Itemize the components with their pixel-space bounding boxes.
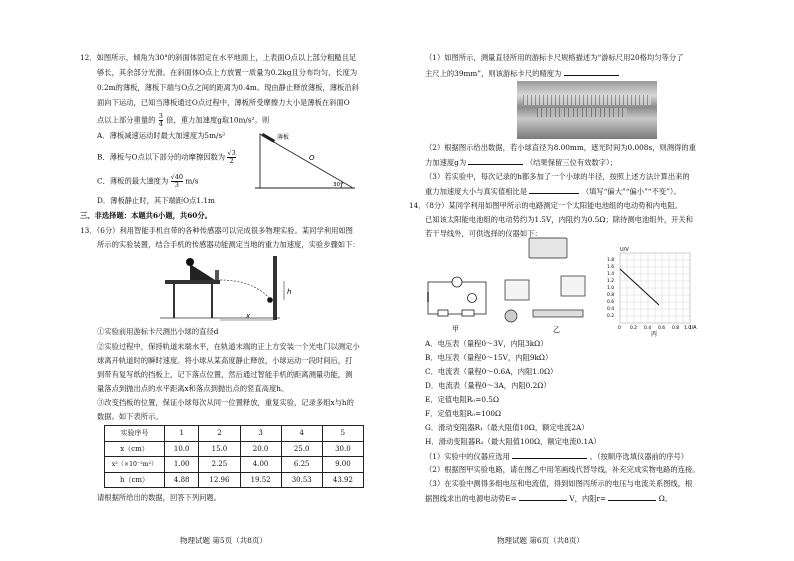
table-top — [165, 280, 220, 284]
q12-option-c-unit: m/s — [185, 176, 199, 186]
q14-2: （2）根据图甲实验电路，请在图乙中用笔画线代替导线，补充完成实物电路的连接。 — [425, 465, 700, 474]
y-tick: 1.4 — [607, 272, 615, 277]
y-tick: 1.0 — [607, 286, 615, 291]
trajectory — [220, 280, 273, 302]
q12-option-b-fraction — [227, 150, 235, 165]
q13-line-1: 13．（6分）利用智能手机自带的各种传感器可以完成很多物理实验。某同学利用如图 — [80, 226, 353, 235]
q13-step-2a: ②实验过程中，保持轨道末端水平，在轨道末端的正上方安装一个光电门以测定小 — [97, 342, 360, 351]
q13-step-3a: ③改变挡板的位置，保证小球每次从同一位置释放，重复实验，记录多组x与h的 — [97, 398, 354, 407]
ammeter-symbol — [468, 294, 477, 303]
caliper-vernier-scale — [537, 108, 627, 117]
table-cell: 4.88 — [165, 472, 199, 488]
q14-3-text-r: V，内阻r= — [569, 494, 607, 503]
q14-3-text-unit: Ω。 — [658, 494, 673, 503]
data-table — [104, 425, 364, 488]
table-cell: h（cm） — [105, 472, 165, 488]
answer-blank[interactable] — [564, 68, 619, 76]
q12-option-d: D．薄板静止时，其下端距O点1.1m — [97, 196, 215, 205]
x-axis-label: I/A — [690, 325, 697, 331]
table-cell: 30.53 — [281, 472, 322, 488]
q12-line-5 — [97, 113, 269, 128]
y-tick: 1.8 — [607, 258, 615, 263]
instrument-a: A．电压表（量程0～3V，内阻3kΩ） — [425, 339, 548, 348]
q12-option-c-den: 3 — [174, 180, 179, 189]
instrument-g: G．滑动变阻器R₁（最大阻值10Ω，额定电流2A） — [425, 423, 589, 432]
slide-rheostat — [533, 310, 583, 317]
answer-blank[interactable] — [468, 157, 523, 165]
q14-1 — [425, 451, 688, 463]
q13-line-2: 所示的实验装置，结合手机的传感器功能测定当地的重力加速度，实验步骤如下： — [97, 240, 360, 249]
q12-option-b-num: √3 — [227, 149, 236, 157]
y-tick: 0.6 — [607, 300, 615, 305]
instrument-c: C．电流表（量程0～0.6A，内阻1.0Ω） — [425, 367, 558, 376]
table-header-cell: 实验序号 — [105, 426, 165, 442]
ui-graph — [605, 245, 700, 337]
ui-line — [620, 269, 659, 305]
q12-fraction-den: 4 — [158, 119, 163, 128]
x-tick: 0.2 — [630, 326, 638, 331]
q12-line-5-post: 倍，重力加速度g取10m/s²。则 — [166, 115, 270, 125]
experiment-diagram — [160, 254, 320, 324]
angle-label: 30° — [333, 182, 343, 188]
q12-line-1: 12．如图所示，倾角为30°的斜面体固定在水平地面上，上表面O点以上部分粗糙且足 — [80, 53, 357, 62]
q12-line-4: 面向下运动，已知当薄板通过O点过程中，薄板所受摩擦力大小是薄板在斜面O — [97, 98, 350, 107]
incline-diagram — [255, 130, 355, 195]
q13-step-2b: 球离开轨道时的瞬时速度。将小球从某高度静止释放，小球运动一段时间后，打 — [97, 356, 353, 365]
q12-fraction-num: 3 — [158, 112, 163, 120]
ball — [186, 258, 194, 266]
table-row — [105, 472, 364, 488]
q13-2-line-2-post: （结果保留三位有效数字）； — [525, 158, 618, 167]
ramp — [190, 264, 215, 280]
right-footer: 物理试题 第6页（共8页） — [497, 536, 584, 545]
q14-3-line-2 — [425, 493, 672, 505]
q13-2-line-2 — [425, 157, 617, 169]
incline-triangle — [260, 134, 353, 188]
answer-blank[interactable] — [608, 493, 656, 501]
voltmeter-device — [505, 280, 529, 300]
instrument-h: H．滑动变阻器R₂（最大阻值100Ω，额定电流0.1A） — [425, 437, 601, 446]
q12-option-c-fraction — [171, 174, 183, 189]
voltmeter-symbol — [452, 277, 462, 287]
board — [261, 133, 275, 143]
right-page — [397, 0, 794, 561]
y-tick: 1.6 — [607, 265, 615, 270]
instrument-f: F．定值电阻R₀=100Ω — [425, 409, 502, 418]
h-label: h — [287, 288, 292, 296]
q12-option-c-text: C．薄板的最大速度为 — [97, 176, 169, 186]
q12-option-b-den: 2 — [229, 156, 234, 165]
table-cell: 10.0 — [165, 441, 199, 457]
q12-option-c — [97, 174, 198, 189]
q12-option-b — [97, 150, 236, 165]
section-3-heading: 三、非选择题：本题共6小题，共60分。 — [80, 211, 212, 220]
q12-line-3: 0.2m的薄板，薄板下端与O点之间的距离为0.4m。现由静止释放薄板，薄板沿斜 — [97, 83, 359, 92]
q12-option-a: A．薄板减速运动时最大加速度为5m/s² — [97, 131, 226, 140]
table-cell: x²（×10⁻²m²） — [105, 457, 165, 473]
q14-line-1: 14．（8分）某同学利用如图甲所示的电路测定一个太阳能电池组的电动势和内电阻。 — [409, 201, 682, 210]
q14-1-text: （1）实验中的仪器应选用 — [425, 452, 510, 461]
table-cell: 12.96 — [199, 472, 240, 488]
table-header-cell: 4 — [281, 426, 322, 442]
y-tick: 0.2 — [607, 314, 615, 319]
point-o-label: O — [309, 154, 315, 162]
landing-ball — [267, 297, 273, 303]
q13-1-line-2-text: 主尺上的39mm”，则该游标卡尺的精度为 — [425, 69, 562, 78]
table-cell: x（cm） — [105, 441, 165, 457]
answer-blank[interactable] — [529, 186, 579, 194]
q14-3-line-1: （3）在实验中测得多组电压和电流值，得到如图丙所示的电压与电流关系图线，根 — [425, 479, 693, 488]
instrument-b: B．电压表（量程0～15V，内阻9kΩ） — [425, 353, 553, 362]
x-tick: 1.0 — [684, 326, 692, 331]
table-cell: 1.00 — [165, 457, 199, 473]
instrument-e: E．定值电阻R₀=0.5Ω — [425, 395, 499, 404]
x-label: x — [246, 312, 251, 320]
q12-fraction — [159, 113, 163, 128]
q13-1-line-1: （1）如图所示，测量直径所用的游标卡尺规格描述为“游标尺用20格均匀等分了 — [425, 53, 684, 62]
caliper-main-scale — [523, 95, 651, 105]
q13-3-line-2 — [425, 186, 681, 198]
y-tick: 1.2 — [607, 279, 615, 284]
table-cell: 19.52 — [240, 472, 281, 488]
x-tick: 0.8 — [672, 326, 680, 331]
figure-jia-label: 甲 — [452, 325, 459, 333]
table-header-row — [105, 426, 364, 442]
q12-line-5-pre: 点以上部分重量的 — [97, 115, 156, 125]
answer-blank[interactable] — [512, 451, 587, 459]
table-row — [105, 457, 364, 473]
q13-1-line-2 — [425, 68, 619, 80]
table-cell: 15.0 — [199, 441, 240, 457]
q13-3-line-2-post: （填写“偏大”“偏小”“不变”）。 — [581, 187, 681, 196]
y-axis-label: U/V — [620, 247, 629, 253]
rheostat — [462, 310, 474, 316]
left-footer: 物理试题 第5页（共8页） — [180, 536, 267, 545]
board-screen — [273, 256, 277, 320]
q13-2-line-1: （2）根据图示给出数据，若小球直径为8.00mm，遮光时间为0.008s，则测得的重 — [425, 143, 696, 152]
table-cell: 43.92 — [322, 472, 363, 488]
q13-step-2d: 量落点到抛出点的水平距离x和落点到抛出点的竖直高度h。 — [97, 384, 289, 393]
table-cell: 9.00 — [322, 457, 363, 473]
ammeter-device — [561, 276, 585, 296]
q12-option-c-num: √40 — [170, 173, 184, 181]
instruments-illustration — [497, 236, 602, 334]
figure-bing-label: 丙 — [651, 331, 658, 337]
q12-line-2: 够长，其余部分光滑。在斜面体O点上方放置一质量为0.2kg且分布均匀、长度为 — [97, 68, 358, 77]
table-cell: 2.25 — [199, 457, 240, 473]
y-tick: 0.4 — [607, 307, 615, 312]
q14-line-3: 若干导线外，可供选择的仪器如下： — [425, 229, 542, 238]
q13-3-line-1: （3）若实验中，每次记录的h都多加了一个小球的半径，按照上述方法计算出来的 — [425, 172, 690, 181]
table-header-cell: 5 — [322, 426, 363, 442]
table-cell: 6.25 — [281, 457, 322, 473]
q13-step-3b: 数据。如下表所示。 — [97, 412, 163, 421]
resistor-r0 — [438, 310, 448, 316]
grid-lines — [620, 253, 690, 323]
x-tick: 0.4 — [644, 326, 652, 331]
table-cell: 4.00 — [240, 457, 281, 473]
instrument-d: D．电流表（量程0～3A，内阻0.2Ω） — [425, 381, 551, 390]
y-tick: 0.8 — [607, 293, 615, 298]
figure-yi-label: 乙 — [553, 326, 560, 334]
x-tick: 0.6 — [658, 326, 666, 331]
resistor-device — [505, 310, 517, 322]
table-row — [105, 441, 364, 457]
table-cell: 20.0 — [240, 441, 281, 457]
table-cell: 25.0 — [281, 441, 322, 457]
photogate — [215, 270, 219, 280]
q12-option-b-text: B．薄板与O点以下部分的动摩擦因数为 — [97, 152, 226, 162]
q14-3-text-e: 据图线求出的电源电动势E= — [425, 494, 517, 503]
table-header-cell: 2 — [199, 426, 240, 442]
q13-3-line-2-pre: 重力加速度大小与真实值相比是 — [425, 187, 528, 196]
table-cell: 30.0 — [322, 441, 363, 457]
q13-after-table: 请根据所给出的数据，回答下列问题。 — [97, 493, 222, 502]
q13-2-line-2-pre: 力加速度g为 — [425, 158, 467, 167]
answer-blank[interactable] — [519, 493, 567, 501]
q13-step-2c: 到带有复写纸的挡板上，记下落点位置，然后通过智能手机的距离测量功能，测 — [97, 370, 353, 379]
battery-pack — [529, 238, 567, 258]
q14-line-2: 已知该太阳能电池组的电动势约为1.5V，内阻约为0.5Ω；除待测电池组外，开关和 — [425, 215, 694, 224]
x-tick: 0 — [618, 326, 621, 331]
q14-1-note: 。（按顺序选填仪器前的序号） — [589, 452, 689, 461]
q13-step-1: ①实验前用游标卡尺测出小球的直径d — [97, 327, 219, 336]
circuit-diagram — [422, 272, 494, 334]
table-header-cell: 1 — [165, 426, 199, 442]
board-label: 薄板 — [277, 134, 290, 141]
vernier-caliper-photo — [517, 81, 657, 139]
table-header-cell: 3 — [240, 426, 281, 442]
